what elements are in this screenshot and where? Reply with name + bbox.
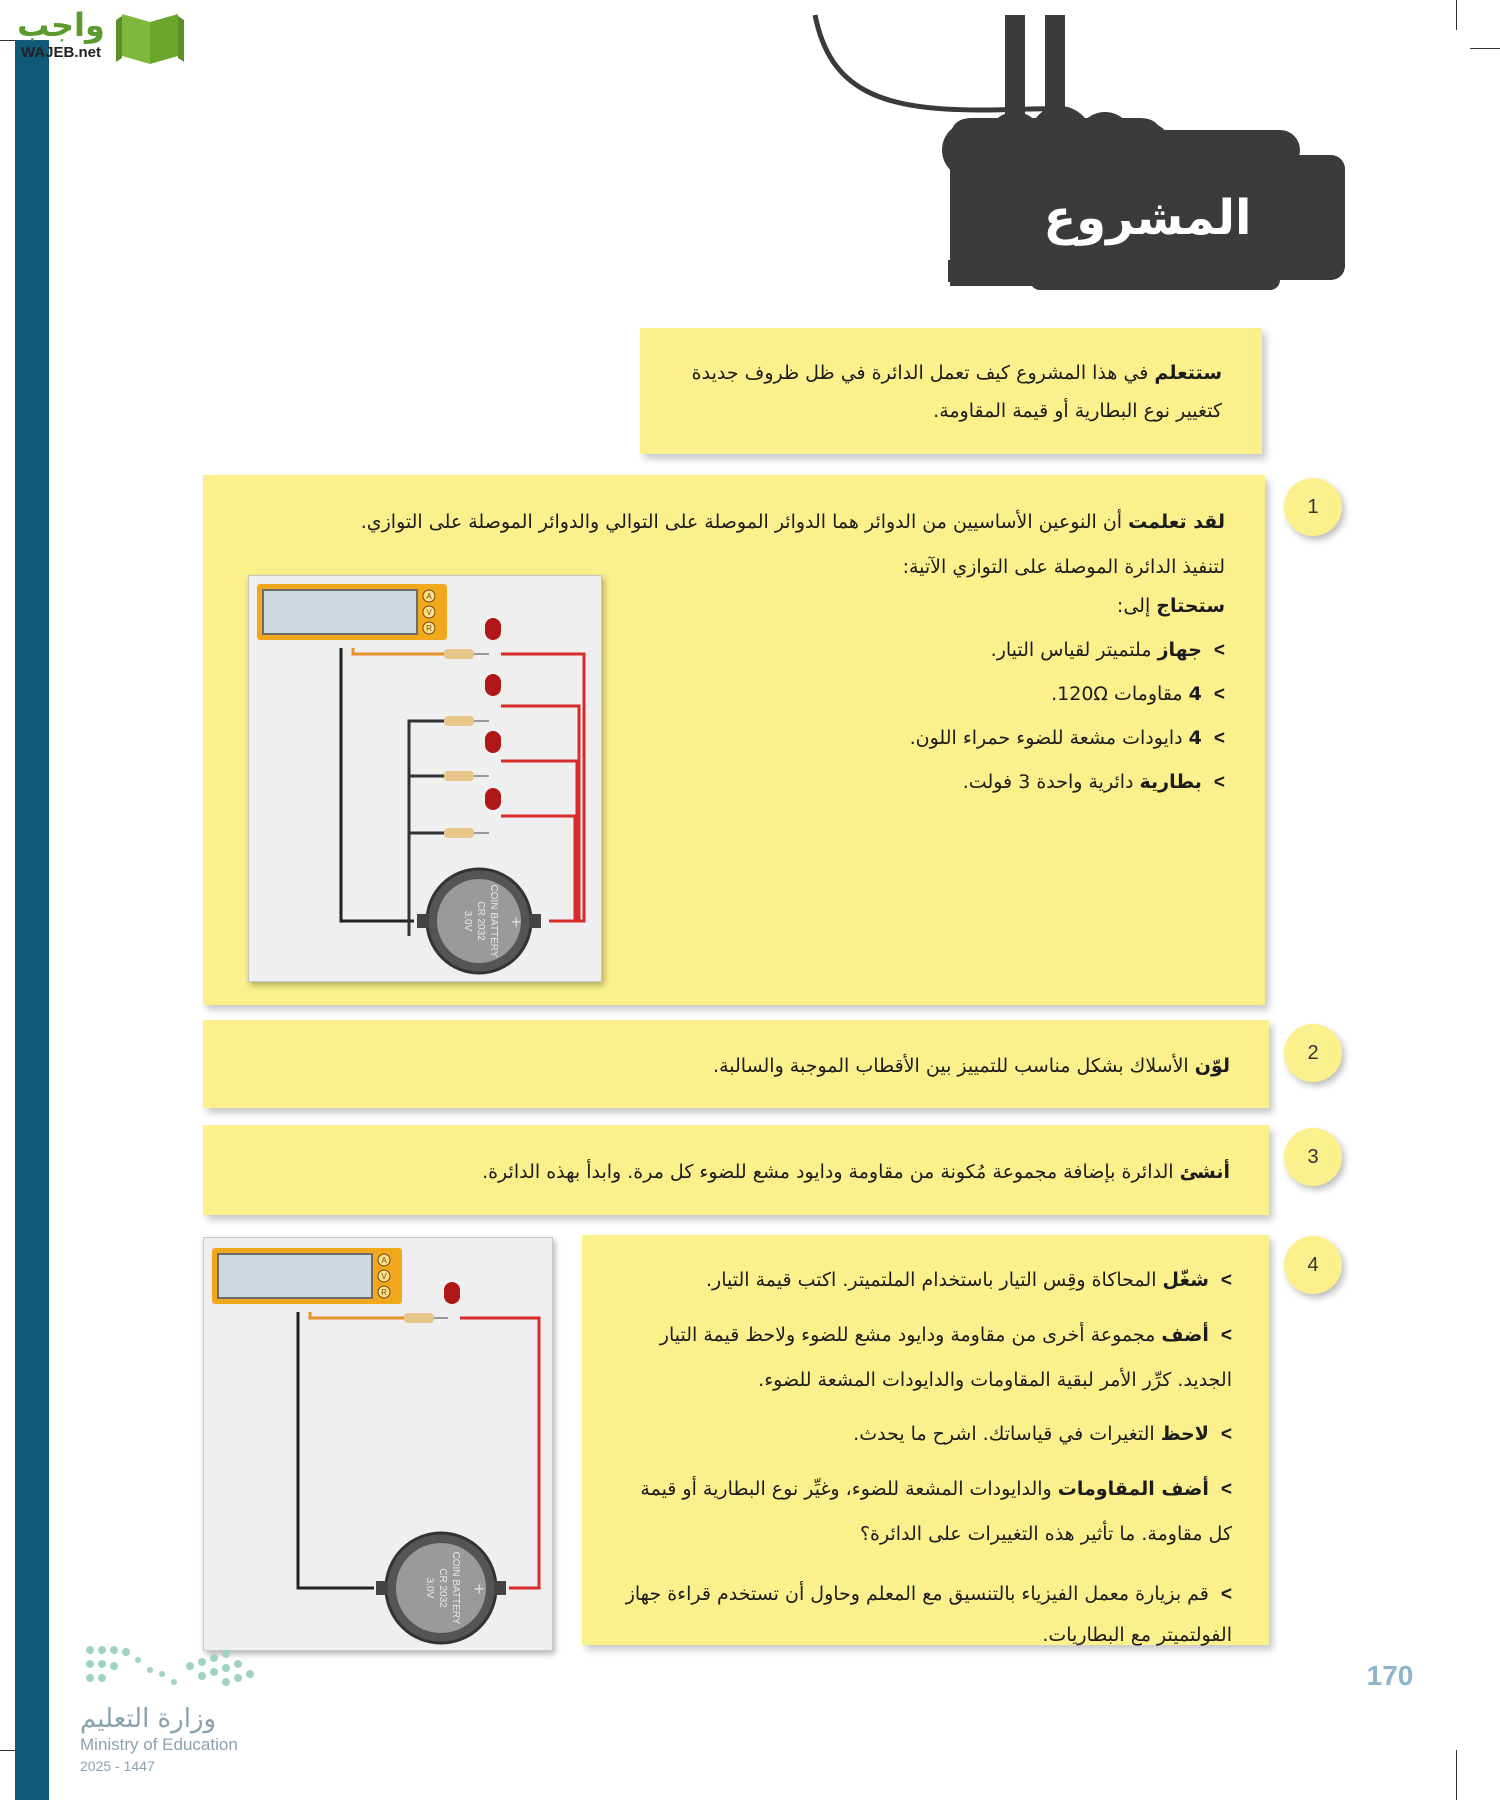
battery-terminal <box>494 1581 506 1595</box>
ministry-logo <box>80 1640 280 1776</box>
red-led <box>444 1282 460 1304</box>
item-bold: جهاز <box>1157 639 1202 661</box>
circuit-drawing <box>204 1238 552 1650</box>
step-1-number: 1 <box>1284 478 1342 536</box>
battery-label-1: COIN BATTERY <box>488 884 499 958</box>
battery-terminal <box>417 914 429 928</box>
item-bold: أضف <box>1161 1324 1209 1346</box>
battery-plus: + <box>511 912 522 932</box>
resistor <box>444 771 474 781</box>
list-item <box>700 768 1225 812</box>
bullet-marker: > <box>1220 1325 1232 1346</box>
list-item <box>700 636 1225 680</box>
item-bold: بطارية <box>1139 771 1202 793</box>
item-text: دائرية واحدة 3 فولت. <box>962 771 1140 793</box>
battery-label-2: CR 2032 <box>437 1568 448 1608</box>
item-text: دايودات مشعة للضوء حمراء اللون. <box>909 727 1189 749</box>
step-1-line-1 <box>330 508 1225 536</box>
step-1-line-1-text: أن النوعين الأساسيين من الدوائر هما الدوائر الموصلة على التوالي والدوائر الموصلة على التوازي. <box>360 511 1129 533</box>
intro-bold: ستتعلم <box>1154 362 1222 384</box>
page-title: المشروع <box>1043 190 1252 246</box>
step-1-line-3-text: إلى: <box>1116 595 1157 617</box>
item-text: ملتميتر لقياس التيار. <box>990 639 1158 661</box>
resistor <box>444 716 474 726</box>
item-bold: شغّل <box>1162 1269 1209 1291</box>
meter-label-v: V <box>426 608 432 617</box>
list-item <box>612 1467 1232 1556</box>
ministry-year: 2025 - 1447 <box>80 1758 155 1774</box>
meter-label-r: R <box>426 624 432 633</box>
list-item <box>612 1574 1232 1655</box>
item-text: مجموعة أخرى من مقاومة ودايود مشع للضوء ولاحظ قيمة التيار الجديد. كرِّر الأمر لبقية المقاومات والدايودات المشعة للضوء. <box>659 1324 1232 1391</box>
step-1-line-3-bold: ستحتاج <box>1156 595 1225 617</box>
meter-label-r: R <box>381 1288 387 1297</box>
meter-label-a: A <box>381 1256 387 1265</box>
item-text: مقاومات 120Ω. <box>1051 683 1189 705</box>
multimeter-display <box>218 1254 372 1298</box>
bullet-marker: > <box>1220 1479 1232 1500</box>
step-3-body: الدائرة بإضافة مجموعة مُكونة من مقاومة ودايود مشع للضوء كل مرة. وابدأ بهذه الدائرة. <box>482 1161 1180 1183</box>
single-branch-circuit-diagram <box>203 1237 553 1651</box>
battery-label-2: CR 2032 <box>475 901 486 941</box>
parallel-circuit-diagram <box>248 575 602 982</box>
item-text: المحاكاة وقِس التيار باستخدام الملتميتر. اكتب قيمة التيار. <box>706 1269 1163 1291</box>
step-1-line-3 <box>700 592 1225 620</box>
crop-mark <box>1456 0 1457 30</box>
step-2-number: 2 <box>1284 1024 1342 1082</box>
item-text: التغيرات في قياساتك. اشرح ما يحدث. <box>853 1423 1161 1445</box>
logo-arabic: واجب <box>17 6 105 44</box>
multimeter-display <box>263 590 417 634</box>
resistor <box>444 828 474 838</box>
title-plate-top <box>1010 130 1300 170</box>
page-number: 170 <box>1366 1660 1414 1691</box>
red-led <box>485 618 501 640</box>
bullet-marker: > <box>1220 1584 1232 1605</box>
step-2-bold: لوّن <box>1194 1055 1230 1077</box>
item-bold: 4 <box>1188 727 1202 749</box>
crop-mark <box>1456 1750 1457 1800</box>
red-led <box>485 674 501 696</box>
ministry-dots-icon <box>80 1640 270 1700</box>
red-led <box>485 788 501 810</box>
wire-orange <box>353 648 444 654</box>
item-bold: لاحظ <box>1160 1423 1209 1445</box>
title-plate-bottom <box>1030 270 1280 290</box>
list-item <box>700 680 1225 724</box>
wire-orange <box>310 1312 404 1318</box>
battery-terminal <box>376 1581 388 1595</box>
item-bold: 4 <box>1188 683 1202 705</box>
list-item <box>700 724 1225 768</box>
bullet-marker: > <box>1213 640 1225 661</box>
bullet-marker: > <box>1220 1270 1232 1291</box>
bullet-marker: > <box>1213 772 1225 793</box>
step-1-line-2: لتنفيذ الدائرة الموصلة على التوازي الآتية: <box>902 556 1225 578</box>
meter-label-v: V <box>381 1272 387 1281</box>
meter-label-a: A <box>426 592 432 601</box>
crop-mark <box>1470 48 1500 49</box>
step-3-number: 3 <box>1284 1128 1342 1186</box>
page-side-bar <box>15 40 49 1800</box>
ministry-arabic: وزارة التعليم <box>80 1704 217 1734</box>
item-text: قم بزيارة معمل الفيزياء بالتنسيق مع المعلم وحاول أن تستخدم قراءة جهاز الفولتميتر مع البطاريات. <box>625 1583 1232 1646</box>
resistor <box>404 1313 434 1323</box>
list-item <box>612 1313 1232 1402</box>
bullet-marker: > <box>1213 684 1225 705</box>
item-bold: أضف المقاومات <box>1057 1478 1209 1500</box>
circuit-drawing <box>249 576 601 981</box>
logo-latin: WAJEB.net <box>20 44 101 61</box>
item-text: والدايودات المشعة للضوء، وغيِّر نوع البطارية أو قيمة كل مقاومة. ما تأثير هذه التغييرات على الدائرة؟ <box>640 1478 1232 1545</box>
step-3-text <box>330 1158 1230 1186</box>
resistor <box>444 649 474 659</box>
step-3-bold: أنشئ <box>1179 1161 1230 1183</box>
list-item <box>612 1266 1232 1295</box>
battery-terminal <box>529 914 541 928</box>
step-4-list <box>612 1266 1232 1655</box>
step-4-number: 4 <box>1284 1236 1342 1294</box>
ministry-english: Ministry of Education <box>80 1735 238 1754</box>
step-2-body: الأسلاك بشكل مناسب للتمييز بين الأقطاب الموجبة والسالبة. <box>713 1055 1195 1077</box>
intro-box <box>640 328 1262 454</box>
step-1-line-1-bold: لقد تعلمت <box>1128 511 1225 533</box>
battery-label-3: 3.0V <box>462 910 473 932</box>
list-item <box>612 1420 1232 1449</box>
battery-label-3: 3.0V <box>424 1577 435 1599</box>
bullet-marker: > <box>1213 728 1225 749</box>
wire-black <box>341 648 414 921</box>
red-led <box>485 731 501 753</box>
wire-black <box>298 1312 374 1588</box>
battery-plus: + <box>474 1579 485 1599</box>
bullet-marker: > <box>1220 1424 1232 1445</box>
step-1-materials-list <box>700 636 1225 812</box>
step-2-text <box>330 1052 1230 1080</box>
intro-text: في هذا المشروع كيف تعمل الدائرة في ظل ظروف جديدة كتغيير نوع البطارية أو قيمة المقاومة. <box>691 362 1222 422</box>
battery-label-1: COIN BATTERY <box>450 1551 461 1625</box>
wajeb-logo <box>10 6 190 70</box>
